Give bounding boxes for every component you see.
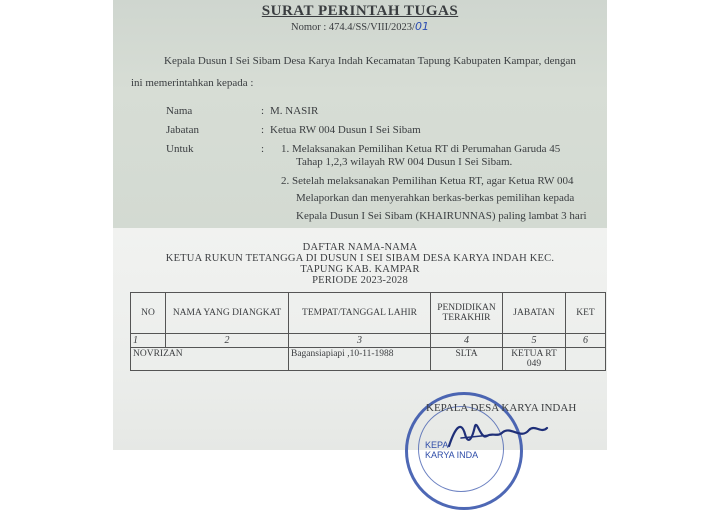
col-number: 1	[131, 334, 166, 348]
col-number: 2	[166, 334, 289, 348]
handwritten-signature	[441, 414, 551, 454]
list-heading-1: DAFTAR NAMA-NAMA	[302, 242, 418, 253]
jabatan-label: Jabatan	[166, 124, 199, 136]
letter-page	[113, 0, 607, 228]
row-ket	[566, 348, 606, 371]
list-heading-4: PERIODE 2023-2028	[312, 275, 408, 286]
untuk-separator: :	[261, 143, 265, 155]
intro-line-1: Kepala Dusun I Sei Sibam Desa Karya Indah Kecamatan Tapung Kabupaten Kampar, dengan	[164, 55, 576, 67]
col-number: 5	[503, 334, 566, 348]
stamp-text-2: KARYA INDA	[425, 450, 479, 460]
letter-number	[113, 20, 607, 33]
signatory-title: KEPALA DESA KARYA INDAH	[426, 402, 577, 414]
table-row	[131, 348, 606, 371]
list-heading-3: TAPUNG KAB. KAMPAR	[300, 264, 420, 275]
nama-label: Nama	[166, 105, 193, 117]
header-ket: KET	[566, 293, 606, 334]
header-no: NO	[131, 293, 166, 334]
untuk-item-2-line-2: Melaporkan dan menyerahkan berkas-berkas pemilihan kepada	[296, 192, 575, 204]
nama-separator: :	[261, 105, 265, 117]
untuk-item-2-line-3: Kepala Dusun I Sei Sibam (KHAIRUNNAS) paling lambat 3 hari	[296, 210, 587, 222]
jabatan-value: Ketua RW 004 Dusun I Sei Sibam	[270, 124, 421, 136]
header-ttl: TEMPAT/TANGGAL LAHIR	[289, 293, 431, 334]
nama-value: M. NASIR	[270, 105, 319, 117]
row-jabatan: KETUA RT 049	[503, 348, 566, 371]
row-pendidikan: SLTA	[431, 348, 503, 371]
names-table	[130, 292, 606, 371]
untuk-item-1-line-1: 1. Melaksanakan Pemilihan Ketua RT di Perumahan Garuda 45	[281, 143, 561, 155]
table-header-row	[131, 293, 606, 334]
stamp-text-1: KEPA	[425, 440, 449, 450]
header-jabatan: JABATAN	[503, 293, 566, 334]
untuk-item-1-line-2: Tahap 1,2,3 wilayah RW 004 Dusun I Sei Sibam.	[296, 156, 513, 168]
col-number: 4	[431, 334, 503, 348]
col-number: 3	[289, 334, 431, 348]
col-number: 6	[566, 334, 606, 348]
table-number-row	[131, 334, 606, 348]
row-ttl: Bagansiapiapi ,10-11-1988	[289, 348, 431, 371]
letter-number-handwritten: 01	[414, 20, 429, 33]
letter-number-prefix: Nomor : 474.4/SS/VIII/2023/	[291, 22, 415, 33]
untuk-label: Untuk	[166, 143, 194, 155]
letter-title: SURAT PERINTAH TUGAS	[261, 3, 459, 19]
untuk-item-2-line-1: 2. Setelah melaksanakan Pemilihan Ketua RT, agar Ketua RW 004	[281, 175, 574, 187]
header-pendidikan: PENDIDIKAN TERAKHIR	[431, 293, 503, 334]
list-heading-2: KETUA RUKUN TETANGGA DI DUSUN I SEI SIBAM DESA KARYA INDAH KEC.	[165, 253, 555, 264]
document-photo	[113, 0, 607, 460]
name-list-page	[113, 228, 607, 460]
intro-line-2: ini memerintahkan kepada :	[131, 77, 254, 89]
jabatan-separator: :	[261, 124, 265, 136]
row-nama: NOVRIZAN	[131, 348, 289, 371]
header-nama: NAMA YANG DIANGKAT	[166, 293, 289, 334]
